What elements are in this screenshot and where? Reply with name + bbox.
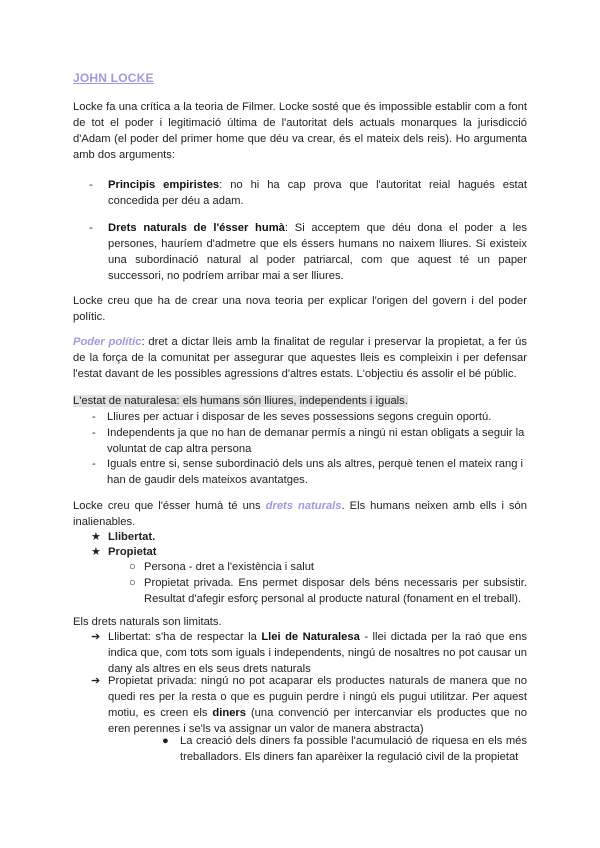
sub-list-item-text: Propietat privada. Ens permet disposar dels béns necessaris per subsistir. Resultat d'afegir esforç personal al producte natural (fonament en el treball). <box>144 577 527 605</box>
text-run: Locke creu que l'ésser humà té uns <box>73 500 266 512</box>
estat-naturalesa-heading <box>73 393 408 409</box>
bullet-item-text: La creació dels diners fa possible l'acumulació de riquesa en els més treballadors. Els diners fan aparèixer la regulació civil de la propietat <box>180 735 527 763</box>
intro-paragraph: Locke fa una crítica a la teoria de Filmer. Locke sosté que és impossible establir com a font de tot el poder i legitimació última de l'autoritat dels actuals monarques la jurisdicció d'Adam (el poder del primer home que déu va crear, és el mateix dels reis). Ho argumenta amb dos arguments: <box>73 101 527 161</box>
arrow-icon: ➔ <box>91 675 101 687</box>
circle-icon: ○ <box>129 561 136 573</box>
dash-marker: - <box>89 179 93 191</box>
poder-politic-term: Poder polític <box>73 336 142 348</box>
star-item-label: Llibertat. <box>108 531 156 543</box>
page-title: JOHN LOCKE <box>73 71 154 85</box>
list-item-text: Lliures per actuar i disposar de les seves possessions segons creguin oportú. <box>107 411 492 423</box>
new-theory-paragraph: Locke creu que ha de crear una nova teoria per explicar l'origen del govern i del poder polític. <box>73 295 527 323</box>
argument-text: : Si acceptem que déu dona el poder a les persones, hauríem d'admetre que els éssers humans no naixem lliures. Si existeix una subordinació natural al poder patriarcal, com que aquest té un paper successori, no podríem arribar mai a ser lliures. <box>108 222 527 282</box>
bullet-icon: ● <box>162 735 169 747</box>
text-run: . Els humans neixen amb ells i són inalienables. <box>73 500 528 528</box>
text-run: Llibertat: s'ha de respectar la <box>108 631 262 643</box>
bold-term: Llei de Naturalesa <box>261 631 360 643</box>
text-run: Propietat privada: ningú no pot acaparar els productes naturals de manera que no quedi res per la resta o que es puguin perdre i ningú els pugui utilitzar. Per aquest motiu, es creen els <box>108 675 527 719</box>
arrow-icon: ➔ <box>91 631 101 643</box>
star-icon: ★ <box>91 531 101 543</box>
poder-politic-definition: : dret a dictar lleis amb la finalitat de regular i preservar la propietat, a fer ús de la força de la comunitat per assegurar que aquestes lleis es compleixin i per defensar l'estat davant de les possibles agressions d'altres estats. L'objectiu és assolir el bé públic. <box>73 336 527 380</box>
drets-naturals-paragraph <box>73 498 527 530</box>
circle-icon: ○ <box>129 577 136 589</box>
dash-marker: - <box>92 427 96 439</box>
list-item-text: Independents ja que no han de demanar permís a ningú ni estan obligats a seguir la voluntat de cap altra persona <box>107 427 525 455</box>
poder-politic-paragraph <box>73 334 527 382</box>
dash-marker: - <box>89 222 93 234</box>
star-icon: ★ <box>91 546 101 558</box>
dash-marker: - <box>92 458 96 470</box>
text-run: - llei dictada per la raó que ens indica que, com tots som iguals i independents, ningú de nosaltres no pot causar un dany als altres en els seus drets naturals <box>108 631 527 675</box>
list-item-text: Iguals entre si, sense subordinació dels uns als altres, perquè tenen el mateix rang i han de gaudir dels mateixos avantatges. <box>107 458 524 486</box>
sub-list-item-text: Persona - dret a l'existència i salut <box>144 561 315 573</box>
drets-naturals-term: drets naturals <box>265 500 342 512</box>
limitats-intro: Els drets naturals son limitats. <box>73 616 222 628</box>
star-item-label: Propietat <box>108 546 157 558</box>
highlighted-heading: L'estat de naturalesa: els humans són lliures, independents i iguals. <box>73 395 408 407</box>
bold-term: diners <box>212 707 246 719</box>
text-run: (una convenció per intercanviar els productes que no eren perennes i se'ls va assignar un valor de manera abstracta) <box>108 707 527 735</box>
argument-term: Drets naturals de l'ésser humà <box>108 222 285 234</box>
dash-marker: - <box>92 411 96 423</box>
argument-term: Principis empiristes <box>108 179 220 191</box>
argument-text: : no hi ha cap prova que l'autoritat reial hagués estat concedida per déu a adam. <box>108 179 527 207</box>
